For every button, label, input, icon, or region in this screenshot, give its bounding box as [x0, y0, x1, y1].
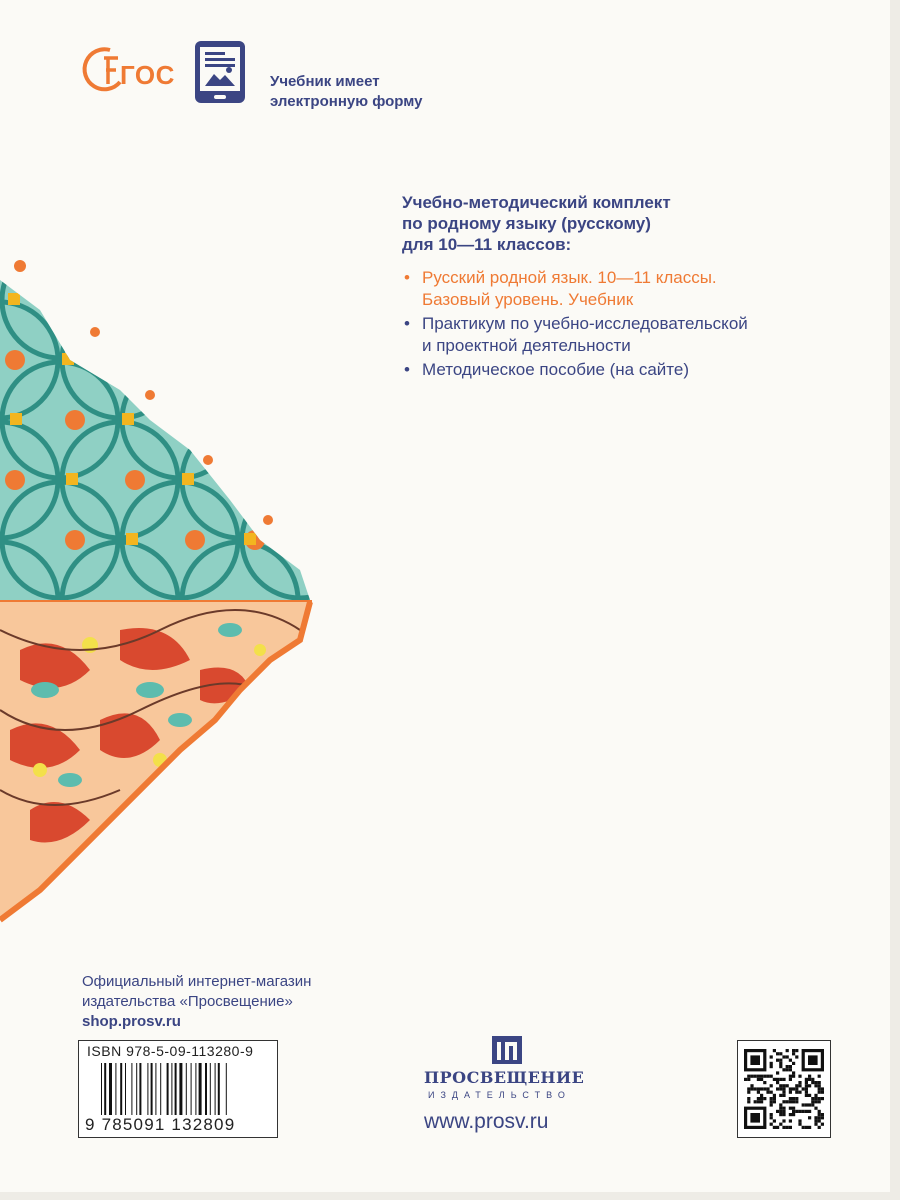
shop-info	[82, 972, 311, 1032]
eform-line-1: Учебник имеет	[270, 73, 380, 90]
series-title	[402, 192, 872, 255]
series-title-line-1: Учебно-методический комплект	[402, 193, 671, 212]
bullet-icon: •	[404, 314, 410, 333]
publisher-logo-icon	[492, 1036, 522, 1064]
series-item-textbook	[402, 267, 872, 311]
qr-code-box	[737, 1040, 831, 1138]
isbn-barcode-box	[78, 1040, 278, 1138]
series-title-line-3: для 10—11 классов:	[402, 235, 572, 254]
series-item-line-2: Базовый уровень. Учебник	[422, 290, 634, 309]
barcode-digits: 9 785091 132809	[85, 1115, 236, 1134]
qr-code-icon[interactable]	[744, 1049, 824, 1129]
shop-line-1: Официальный интернет-магазин	[82, 973, 312, 990]
eform-line-2: электронную форму	[270, 93, 423, 110]
shop-url-link[interactable]: shop.prosv.ru	[82, 1013, 181, 1030]
series-item-manual	[402, 359, 872, 381]
series-item-line-1: Методическое пособие (на сайте)	[422, 360, 690, 379]
series-item-line-1: Русский родной язык. 10—11 классы.	[422, 268, 717, 287]
publisher-url-link[interactable]: www.prosv.ru	[424, 1110, 549, 1133]
series-item-line-2: и проектной деятельности	[422, 336, 631, 355]
eform-notice	[270, 72, 423, 112]
publisher-name: ПРОСВЕЩЕНИЕ	[424, 1068, 585, 1087]
decorative-ornament	[0, 250, 320, 950]
page-edge-bottom	[0, 1192, 900, 1200]
shop-line-2: издательства «Просвещение»	[82, 993, 293, 1010]
series-item-practicum	[402, 313, 872, 357]
tablet-icon	[194, 40, 246, 104]
series-info	[402, 192, 872, 383]
fgos-logo-text: ГОС	[120, 60, 175, 90]
page-edge-right	[890, 0, 900, 1200]
series-title-line-2: по родному языку (русскому)	[402, 214, 651, 233]
publisher-subtitle: ИЗДАТЕЛЬСТВО	[428, 1090, 571, 1100]
bullet-icon: •	[404, 360, 410, 379]
series-item-line-1: Практикум по учебно-исследовательской	[422, 314, 748, 333]
isbn-label: ISBN 978-5-09-113280-9	[87, 1043, 254, 1059]
barcode-icon	[101, 1063, 269, 1115]
bullet-icon: •	[404, 268, 410, 287]
